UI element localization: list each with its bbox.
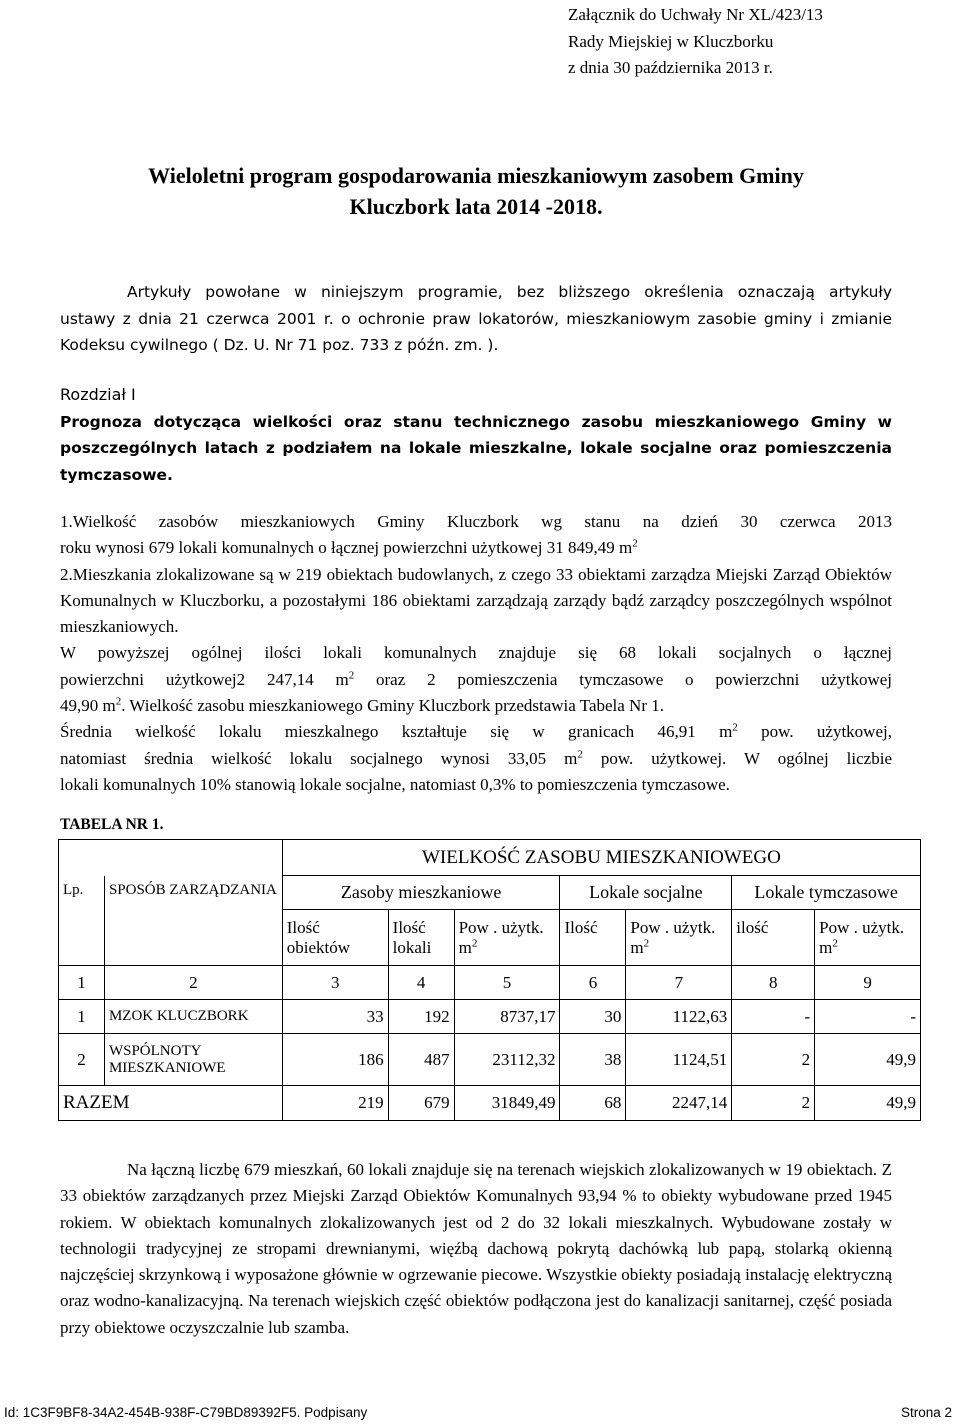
p1-line-b: roku wynosi 679 lokali komunalnych o łącznej powierzchni użytkowej 31 849,49 $m^2$ <box>60 537 638 558</box>
row-soc-pow: 1122,63 <box>626 1000 732 1034</box>
total-tym-ilosc: 2 <box>732 1086 815 1121</box>
row-lp: 2 <box>59 1034 105 1086</box>
row-obiekty: 33 <box>282 1000 388 1034</box>
p4-line-b: natomiast średnia wielkość lokalu socjalnego wynosi 33,05 $m^2$ pow. użytkowej. W ogólnej liczbie <box>60 748 892 768</box>
col-pow-1: Pow . użytk. $m^2$ <box>454 910 560 966</box>
row-pow: 23112,32 <box>454 1034 560 1086</box>
col-num: 2 <box>104 966 282 1000</box>
header-line-2: Rady Miejskiej w Kluczborku <box>568 31 774 51</box>
lp-header: Lp. <box>59 876 105 966</box>
table-header-row <box>59 840 921 876</box>
intro-paragraph <box>60 279 892 359</box>
col-num: 5 <box>454 966 560 1000</box>
col-pow-3: Pow . użytk. $m^2$ <box>815 910 921 966</box>
column-number-row <box>59 966 921 1000</box>
col-num: 8 <box>732 966 815 1000</box>
document-title <box>60 160 892 222</box>
col-num: 4 <box>388 966 454 1000</box>
title-line-2: Kluczbork lata 2014 -2018. <box>349 194 603 219</box>
col-ilosc-obiektow: Ilość obiektów <box>282 910 388 966</box>
group-zasoby: Zasoby mieszkaniowe <box>282 876 560 910</box>
group-tymczasowe: Lokale tymczasowe <box>732 876 921 910</box>
row-soc-ilosc: 30 <box>560 1000 626 1034</box>
p1-line-a: 1.Wielkość zasobów mieszkaniowych Gminy Kluczbork wg stanu na dzień 30 czerwca 2013 <box>60 512 892 531</box>
page-footer <box>4 1405 956 1420</box>
p3-line-c: 49,90 $m^2$. Wielkość zasobu mieszkaniowego Gminy Kluczbork przedstawia Tabela Nr 1. <box>60 695 664 716</box>
table-main-header: WIELKOŚĆ ZASOBU MIESZKANIOWEGO <box>282 840 920 876</box>
closing-paragraph: Na łączną liczbę 679 mieszkań, 60 lokali znajduje się na terenach wiejskich zlokalizowanych w 19 obiektach. Z 33 obiektów zarządzanych przez Miejski Zarząd Obiektów Komunalnych 93,94 % to obiekty wybudowane przed 1945 rokiem. W obiektach komunalnych zlokalizowanych jest od 2 do 32 lokali mieszkalnych. Wybudowane zostały w technologii tradycyjnej ze stropami drewnianymi, więźbą dachową pokrytą dachówką lub papą, stolarką okienną najczęściej skrzynkową i wyposażone głównie w ogrzewanie piecowe. Wszystkie obiekty posiadają instalację elektryczną oraz wodno-kanalizacyjną. Na terenach wiejskich część obiektów podłączona jest do kanalizacji sanitarnej, część posiada przy obiektowe oczyszczalnie lub szamba. <box>60 1160 892 1337</box>
row-lp: 1 <box>59 1000 105 1034</box>
col-num: 3 <box>282 966 388 1000</box>
title-line-1: Wieloletni program gospodarowania mieszkaniowym zasobem Gminy <box>148 163 804 188</box>
row-lokale: 487 <box>388 1034 454 1086</box>
row-soc-ilosc: 38 <box>560 1034 626 1086</box>
total-soc-pow: 2247,14 <box>626 1086 732 1121</box>
chapter-block <box>60 382 892 488</box>
body-section-1 <box>60 509 892 798</box>
col-num: 6 <box>560 966 626 1000</box>
table-label: TABELA NR 1. <box>60 816 164 833</box>
col-num: 9 <box>815 966 921 1000</box>
row-obiekty: 186 <box>282 1034 388 1086</box>
page-number: Strona 2 <box>900 1405 952 1420</box>
col-pow-2: Pow . użytk. $m^2$ <box>626 910 732 966</box>
row-tym-ilosc: 2 <box>732 1034 815 1086</box>
table-row <box>59 1034 921 1086</box>
intro-rest: ustawy z dnia 21 czerwca 2001 r. o ochronie praw lokatorów, mieszkaniowym zasobie gminy i zmianie Kodeksu cywilnego ( Dz. U. Nr 71 poz. 733 z późn. zm. ). <box>60 309 892 354</box>
p3-line-a: W powyższej ogólnej ilości lokali komunalnych znajduje się 68 lokali socjalnych o łącznej <box>60 643 892 663</box>
row-soc-pow: 1124,51 <box>626 1034 732 1086</box>
total-obiekty: 219 <box>282 1086 388 1121</box>
col-num: 7 <box>626 966 732 1000</box>
p3-line-b: powierzchni użytkowej2 247,14 $m^2$ oraz 2 pomieszczenia tymczasowe o powierzchni użytkowej <box>60 669 892 689</box>
total-label: RAZEM <box>59 1086 283 1121</box>
table-row <box>59 1000 921 1034</box>
col-ilosc-tym: ilość <box>732 910 815 966</box>
col-num: 1 <box>59 966 105 1000</box>
p4-line-a: Średnia wielkość lokalu mieszkalnego kształtuje się w granicach 46,91 $m^2$ pow. użytkowej, <box>60 721 892 742</box>
table-group-row <box>59 876 921 910</box>
chapter-subtitle: Prognoza dotycząca wielkości oraz stanu technicznego zasobu mieszkaniowego Gminy w poszczególnych latach z podziałem na lokale mieszkalne, lokale socjalne oraz pomieszczenia tymczasowe. <box>60 412 892 484</box>
chapter-heading: Rozdział I <box>60 385 136 404</box>
col-ilosc-lokali: Ilość lokali <box>388 910 454 966</box>
document-id: Id: 1C3F9BF8-34A2-454B-938F-C79BD89392F5. Podpisany <box>4 1405 368 1420</box>
attachment-header <box>568 2 823 82</box>
row-name: MZOK KLUCZBORK <box>104 1000 282 1034</box>
group-socjalne: Lokale socjalne <box>560 876 732 910</box>
col-ilosc-soc: Ilość <box>560 910 626 966</box>
body-section-2 <box>60 1157 892 1341</box>
row-tym-ilosc: - <box>732 1000 815 1034</box>
header-line-3: z dnia 30 października 2013 r. <box>568 58 773 77</box>
p4-line-c: lokali komunalnych 10% stanowią lokale socjalne, natomiast 0,3% to pomieszczenia tymczasowe. <box>60 774 730 794</box>
housing-table <box>58 839 921 1121</box>
intro-line-1: Artykuły powołane w niniejszym programie, bez bliższego określenia oznaczają artykuły <box>127 283 892 301</box>
table-total-row <box>59 1086 921 1121</box>
total-lokale: 679 <box>388 1086 454 1121</box>
row-pow: 8737,17 <box>454 1000 560 1034</box>
row-tym-pow: - <box>815 1000 921 1034</box>
row-tym-pow: 49,9 <box>815 1034 921 1086</box>
row-lokale: 192 <box>388 1000 454 1034</box>
row-name: WSPÓLNOTY MIESZKANIOWE <box>104 1034 282 1086</box>
total-pow: 31849,49 <box>454 1086 560 1121</box>
total-tym-pow: 49,9 <box>815 1086 921 1121</box>
total-soc-ilosc: 68 <box>560 1086 626 1121</box>
p2: 2.Mieszkania zlokalizowane są w 219 obiektach budowlanych, z czego 33 obiektami zarządza Miejski Zarząd Obiektów Komunalnych w Kluczborku, a pozostałymi 186 obiektami zarządzają zarządy bądź zarządcy poszczególnych wspólnot mieszkaniowych. <box>60 564 892 637</box>
sposob-header: SPOSÓB ZARZĄDZANIA <box>104 876 282 966</box>
header-line-1: Załącznik do Uchwały Nr XL/423/13 <box>568 5 823 24</box>
